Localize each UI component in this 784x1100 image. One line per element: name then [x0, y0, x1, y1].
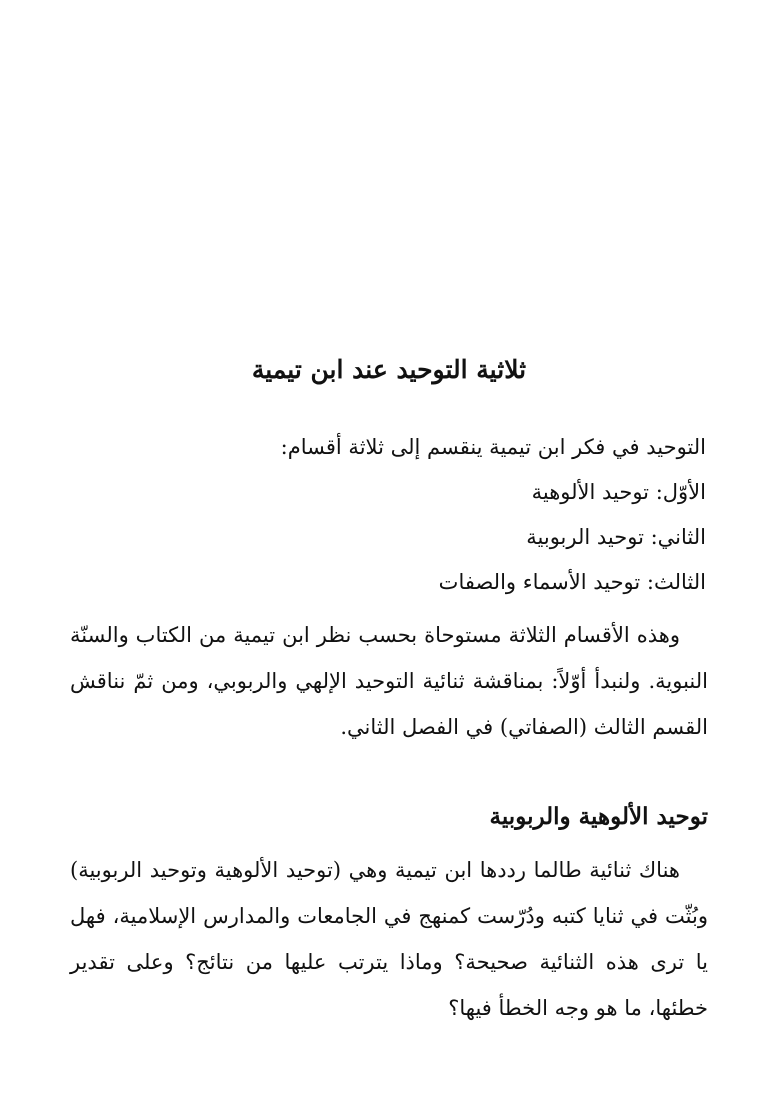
- section-paragraph: هناك ثنائية طالما رددها ابن تيمية وهي (توحيد الألوهية وتوحيد الربوبية) وبُثّت في ثنايا كتبه ودُرّست كمنهج في الجامعات والمدارس الإسلامية، فهل يا ترى هذه الثنائية صحيحة؟ وماذا يترتب عليها من نتائج؟ وعلى تقدير خطئها، ما هو وجه الخطأ فيها؟: [70, 858, 708, 1020]
- document-page: [70, 0, 708, 1100]
- intro-line: الثالث: توحيد الأسماء والصفات: [438, 570, 706, 594]
- intro-paragraph-block: [70, 612, 708, 750]
- section-lordship-divinity: [70, 797, 708, 1031]
- intro-list: [70, 425, 708, 605]
- intro-line: الأوّل: توحيد الألوهية: [531, 480, 706, 504]
- chapter-title: ثلاثية التوحيد عند ابن تيمية: [251, 355, 527, 384]
- intro-paragraph: وهذه الأقسام الثلاثة مستوحاة بحسب نظر ابن تيمية من الكتاب والسنّة النبوية. ولنبدأ أوّلاً: بمناقشة ثنائية التوحيد الإلهي والربوبي، ومن ثمّ نناقش القسم الثالث (الصفاتي) في الفصل الثاني.: [70, 623, 708, 739]
- intro-line: التوحيد في فكر ابن تيمية ينقسم إلى ثلاثة أقسام:: [280, 435, 706, 459]
- section-heading: توحيد الألوهية والربوبية: [489, 803, 708, 830]
- intro-line: الثاني: توحيد الربوبية: [526, 525, 706, 549]
